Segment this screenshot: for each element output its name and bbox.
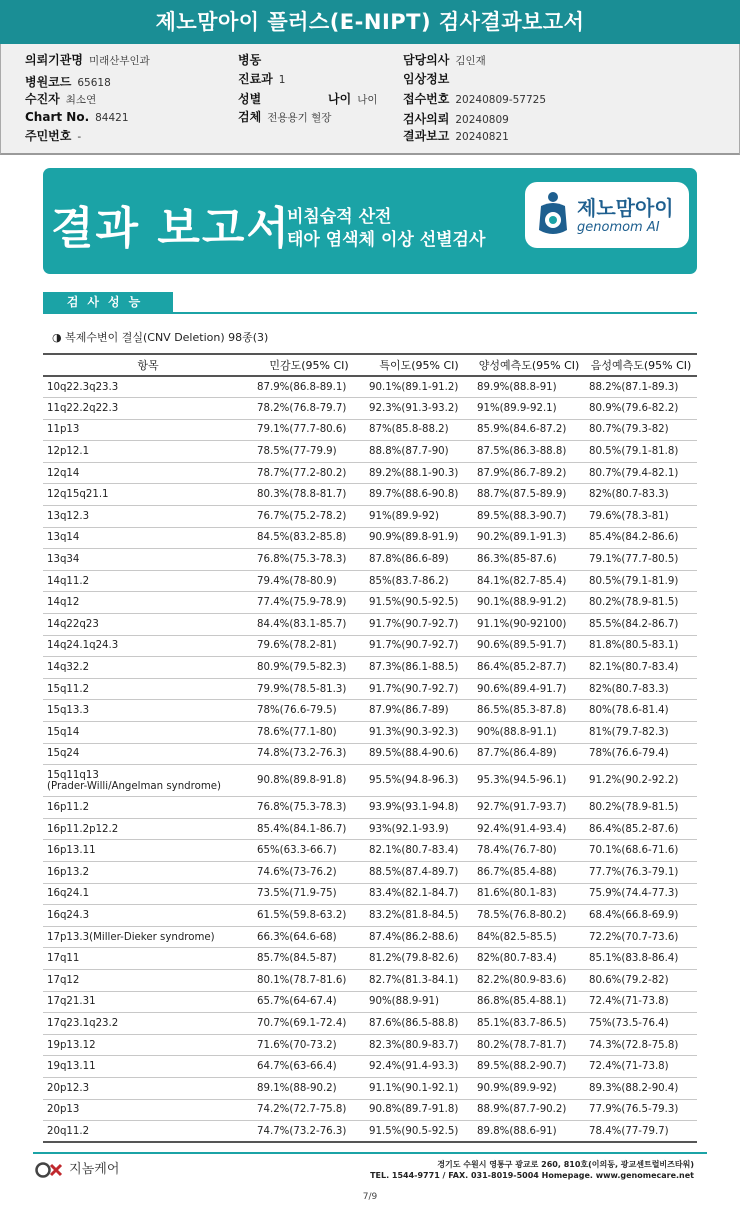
- hospital-code-field: 병원코드 65618: [25, 75, 111, 89]
- cell-value: 87.5%(86.3-88.8): [473, 441, 585, 463]
- cell-value: 95.3%(94.5-96.1): [473, 765, 585, 797]
- cell-value: 85.7%(84.5-87): [253, 948, 365, 970]
- cell-value: 76.8%(75.3-78.3): [253, 549, 365, 571]
- cell-value: 91.1%(90-92100): [473, 614, 585, 636]
- department-field: 진료과 1: [238, 72, 286, 86]
- cell-item: 13q14: [43, 527, 253, 549]
- table-row: [43, 743, 697, 765]
- ward-field: 병동: [238, 53, 262, 67]
- cell-value: 91.7%(90.7-92.7): [365, 635, 473, 657]
- cell-item: 16p13.11: [43, 840, 253, 862]
- cell-item: 17q12: [43, 969, 253, 991]
- cell-item-name: 15q11q13: [47, 769, 99, 781]
- cell-value: 78.5%(76.8-80.2): [473, 905, 585, 927]
- cell-item: 14q11.2: [43, 570, 253, 592]
- cell-item: 12p12.1: [43, 441, 253, 463]
- cell-value: 78.6%(77.1-80): [253, 722, 365, 744]
- cell-value: 88.8%(87.7-90): [365, 441, 473, 463]
- banner-title: 결과 보고서: [51, 203, 291, 254]
- table-row: [43, 1099, 697, 1121]
- cell-value: 87.7%(86.4-89): [473, 743, 585, 765]
- cell-value: 93%(92.1-93.9): [365, 818, 473, 840]
- cell-value: 85.4%(84.1-86.7): [253, 818, 365, 840]
- cell-value: 85.9%(84.6-87.2): [473, 419, 585, 441]
- resident-no-field: 주민번호 -: [25, 129, 82, 143]
- cell-value: 82.1%(80.7-83.4): [365, 840, 473, 862]
- cell-item: 13q34: [43, 549, 253, 571]
- cell-value: 74.2%(72.7-75.8): [253, 1099, 365, 1121]
- cell-value: 86.3%(85-87.6): [473, 549, 585, 571]
- cell-value: 78.4%(76.7-80): [473, 840, 585, 862]
- cell-value: 74.8%(73.2-76.3): [253, 743, 365, 765]
- table-row: [43, 722, 697, 744]
- cell-value: 91%(89.9-92.1): [473, 398, 585, 420]
- cell-item: 17q11: [43, 948, 253, 970]
- cell-value: 92.3%(91.3-93.2): [365, 398, 473, 420]
- cell-value: 80.2%(78.9-81.5): [585, 797, 697, 819]
- cell-value: 61.5%(59.8-63.2): [253, 905, 365, 927]
- cell-value: 86.4%(85.2-87.6): [585, 818, 697, 840]
- cell-value: 87.6%(86.5-88.8): [365, 1013, 473, 1035]
- cell-value: 89.9%(88.8-91): [473, 376, 585, 398]
- header-item: 항목: [43, 354, 253, 376]
- table-row: [43, 657, 697, 679]
- cell-value: 88.2%(87.1-89.3): [585, 376, 697, 398]
- table-row: [43, 549, 697, 571]
- cell-item: 17p13.3(Miller-Dieker syndrome): [43, 926, 253, 948]
- company-name: 지놈케어: [69, 1162, 120, 1177]
- table-row: [43, 991, 697, 1013]
- table-row: [43, 1013, 697, 1035]
- cell-value: 75%(73.5-76.4): [585, 1013, 697, 1035]
- institution-field: 의뢰기관명 미래산부인과: [25, 53, 150, 67]
- cell-item: 17q21.31: [43, 991, 253, 1013]
- receipt-no-field: 접수번호 20240809-57725: [403, 92, 547, 106]
- cell-item: 12q15q21.1: [43, 484, 253, 506]
- banner-subtitle-1: 비침습적 산전: [287, 207, 392, 227]
- cell-item: 13q12.3: [43, 506, 253, 528]
- cell-value: 95.5%(94.8-96.3): [365, 765, 473, 797]
- table-row: [43, 797, 697, 819]
- table-row: [43, 840, 697, 862]
- cell-value: 70.1%(68.6-71.6): [585, 840, 697, 862]
- genomecare-logo-icon: [35, 1162, 65, 1178]
- cell-item: 20p13: [43, 1099, 253, 1121]
- cell-value: 89.5%(88.3-90.7): [473, 506, 585, 528]
- header-specificity: 특이도(95% CI): [365, 354, 473, 376]
- cell-item: 11p13: [43, 419, 253, 441]
- cell-value: 71.6%(70-73.2): [253, 1034, 365, 1056]
- cell-value: 91.3%(90.3-92.3): [365, 722, 473, 744]
- cell-value: 82%(80.7-83.3): [585, 484, 697, 506]
- specimen-field: 검체 전용용기 혈장: [238, 110, 332, 124]
- cell-item: 11q22.2q22.3: [43, 398, 253, 420]
- cell-value: 87.4%(86.2-88.6): [365, 926, 473, 948]
- table-row: [43, 527, 697, 549]
- genomecare-logo: [35, 1158, 119, 1178]
- sex-field: 성별: [238, 92, 262, 106]
- cell-item: 14q12: [43, 592, 253, 614]
- header-sensitivity: 민감도(95% CI): [253, 354, 365, 376]
- cell-value: 81.6%(80.1-83): [473, 883, 585, 905]
- table-row: [43, 883, 697, 905]
- cell-value: 89.1%(88-90.2): [253, 1077, 365, 1099]
- table-row: [43, 969, 697, 991]
- cell-value: 81%(79.7-82.3): [585, 722, 697, 744]
- cell-value: 78.4%(77-79.7): [585, 1121, 697, 1143]
- table-row: [43, 462, 697, 484]
- table-row: [43, 1077, 697, 1099]
- cell-item: 16q24.3: [43, 905, 253, 927]
- cell-item: 16p11.2: [43, 797, 253, 819]
- cell-value: 83.4%(82.1-84.7): [365, 883, 473, 905]
- cell-item-note: (Prader-Willi/Angelman syndrome): [47, 780, 221, 792]
- collector-field: 수진자 최소연: [25, 92, 97, 106]
- table-row: [43, 614, 697, 636]
- cell-item: 14q32.2: [43, 657, 253, 679]
- cell-item: 16p13.2: [43, 861, 253, 883]
- cell-value: 76.8%(75.3-78.3): [253, 797, 365, 819]
- cell-item: 10q22.3q23.3: [43, 376, 253, 398]
- cell-value: 91.5%(90.5-92.5): [365, 1121, 473, 1143]
- cell-value: 90%(88.9-91): [365, 991, 473, 1013]
- cell-value: 88.7%(87.5-89.9): [473, 484, 585, 506]
- cell-item: 17q23.1q23.2: [43, 1013, 253, 1035]
- table-row: [43, 398, 697, 420]
- report-date-field: 결과보고 20240821: [403, 129, 509, 143]
- cell-item: 15q11.2: [43, 678, 253, 700]
- cell-value: 92.7%(91.7-93.7): [473, 797, 585, 819]
- cell-value: 78.7%(77.2-80.2): [253, 462, 365, 484]
- cell-value: 77.9%(76.5-79.3): [585, 1099, 697, 1121]
- cell-value: 86.7%(85.4-88): [473, 861, 585, 883]
- cell-value: 79.6%(78.3-81): [585, 506, 697, 528]
- cell-value: 82.7%(81.3-84.1): [365, 969, 473, 991]
- table-row: [43, 861, 697, 883]
- table-row: [43, 1034, 697, 1056]
- cell-value: 78.5%(77-79.9): [253, 441, 365, 463]
- cell-value: 90.1%(89.1-91.2): [365, 376, 473, 398]
- cell-item: 15q24: [43, 743, 253, 765]
- cell-item: 15q14: [43, 722, 253, 744]
- cell-value: 78%(76.6-79.5): [253, 700, 365, 722]
- cell-value: 78.2%(76.8-79.7): [253, 398, 365, 420]
- cell-value: 68.4%(66.8-69.9): [585, 905, 697, 927]
- logo-korean-text: 제노맘아이: [577, 196, 674, 220]
- cell-value: 87.8%(86.6-89): [365, 549, 473, 571]
- cnv-deletion-subheading: ◑ 복제수변이 결실(CNV Deletion) 98종(3): [52, 331, 269, 344]
- header-ppv: 양성예측도(95% CI): [473, 354, 585, 376]
- cell-value: 87.9%(86.8-89.1): [253, 376, 365, 398]
- cell-value: 87.3%(86.1-88.5): [365, 657, 473, 679]
- cell-value: 65%(63.3-66.7): [253, 840, 365, 862]
- cell-value: 89.7%(88.6-90.8): [365, 484, 473, 506]
- cell-item: [43, 765, 253, 797]
- cell-item: 20p12.3: [43, 1077, 253, 1099]
- cell-value: 84.5%(83.2-85.8): [253, 527, 365, 549]
- page-number: 7/9: [362, 1192, 378, 1202]
- cell-value: 75.9%(74.4-77.3): [585, 883, 697, 905]
- table-row: [43, 635, 697, 657]
- cell-value: 79.4%(78-80.9): [253, 570, 365, 592]
- cell-value: 70.7%(69.1-72.4): [253, 1013, 365, 1035]
- table-row: [43, 484, 697, 506]
- cell-value: 74.6%(73-76.2): [253, 861, 365, 883]
- cell-value: 89.5%(88.4-90.6): [365, 743, 473, 765]
- cell-value: 89.8%(88.6-91): [473, 1121, 585, 1143]
- cell-value: 72.4%(71-73.8): [585, 991, 697, 1013]
- cell-value: 85%(83.7-86.2): [365, 570, 473, 592]
- cell-value: 80.9%(79.5-82.3): [253, 657, 365, 679]
- cell-value: 91.2%(90.2-92.2): [585, 765, 697, 797]
- cell-value: 79.6%(78.2-81): [253, 635, 365, 657]
- table-row: [43, 765, 697, 797]
- cell-value: 86.4%(85.2-87.7): [473, 657, 585, 679]
- table-row: [43, 1121, 697, 1143]
- cell-value: 90.6%(89.4-91.7): [473, 678, 585, 700]
- cell-value: 84%(82.5-85.5): [473, 926, 585, 948]
- table-row: [43, 700, 697, 722]
- cell-value: 74.3%(72.8-75.8): [585, 1034, 697, 1056]
- cell-value: 82.1%(80.7-83.4): [585, 657, 697, 679]
- cell-value: 79.9%(78.5-81.3): [253, 678, 365, 700]
- genomom-logo: [525, 182, 689, 248]
- cell-value: 90.8%(89.7-91.8): [365, 1099, 473, 1121]
- cell-value: 85.4%(84.2-86.6): [585, 527, 697, 549]
- cell-value: 91.7%(90.7-92.7): [365, 678, 473, 700]
- cell-value: 80%(78.6-81.4): [585, 700, 697, 722]
- cell-value: 88.5%(87.4-89.7): [365, 861, 473, 883]
- cell-value: 77.7%(76.3-79.1): [585, 861, 697, 883]
- cell-value: 74.7%(73.2-76.3): [253, 1121, 365, 1143]
- cell-item: 15q13.3: [43, 700, 253, 722]
- cell-value: 80.2%(78.9-81.5): [585, 592, 697, 614]
- cell-value: 85.1%(83.8-86.4): [585, 948, 697, 970]
- cell-value: 89.2%(88.1-90.3): [365, 462, 473, 484]
- cell-value: 80.7%(79.3-82): [585, 419, 697, 441]
- cell-value: 65.7%(64-67.4): [253, 991, 365, 1013]
- cell-value: 79.1%(77.7-80.5): [585, 549, 697, 571]
- cell-value: 80.7%(79.4-82.1): [585, 462, 697, 484]
- cell-value: 80.1%(78.7-81.6): [253, 969, 365, 991]
- age-field: 나이 나이: [328, 92, 378, 106]
- cell-value: 90.1%(88.9-91.2): [473, 592, 585, 614]
- cell-value: 90.9%(89.8-91.9): [365, 527, 473, 549]
- cell-item: 19q13.11: [43, 1056, 253, 1078]
- cell-value: 81.2%(79.8-82.6): [365, 948, 473, 970]
- performance-table: [43, 353, 697, 1143]
- cell-item: 16q24.1: [43, 883, 253, 905]
- cell-value: 90.8%(89.8-91.8): [253, 765, 365, 797]
- cell-value: 80.9%(79.6-82.2): [585, 398, 697, 420]
- table-row: [43, 678, 697, 700]
- cell-value: 92.4%(91.4-93.3): [365, 1056, 473, 1078]
- company-address: 경기도 수원시 영통구 광교로 260, 810호(이의동, 광교센트럴비즈타워): [437, 1160, 694, 1169]
- logo-english-text: genomom AI: [577, 220, 660, 235]
- cell-value: 85.5%(84.2-86.7): [585, 614, 697, 636]
- cell-item: 14q24.1q24.3: [43, 635, 253, 657]
- cell-value: 79.1%(77.7-80.6): [253, 419, 365, 441]
- result-banner: [43, 168, 697, 274]
- banner-subtitle-2: 태아 염색체 이상 선별검사: [287, 230, 486, 250]
- cell-value: 84.4%(83.1-85.7): [253, 614, 365, 636]
- cell-value: 84.1%(82.7-85.4): [473, 570, 585, 592]
- cell-value: 72.4%(71-73.8): [585, 1056, 697, 1078]
- table-row: [43, 905, 697, 927]
- cell-value: 81.8%(80.5-83.1): [585, 635, 697, 657]
- cell-item: 20q11.2: [43, 1121, 253, 1143]
- genomom-logo-icon: [533, 190, 573, 240]
- cell-value: 82.2%(80.9-83.6): [473, 969, 585, 991]
- table-row: [43, 376, 697, 398]
- cell-value: 73.5%(71.9-75): [253, 883, 365, 905]
- section-divider: [43, 312, 697, 314]
- cell-value: 72.2%(70.7-73.6): [585, 926, 697, 948]
- cell-value: 86.8%(85.4-88.1): [473, 991, 585, 1013]
- table-row: [43, 948, 697, 970]
- cell-item: 16p11.2p12.2: [43, 818, 253, 840]
- cell-value: 64.7%(63-66.4): [253, 1056, 365, 1078]
- table-row: [43, 926, 697, 948]
- cell-value: 80.6%(79.2-82): [585, 969, 697, 991]
- doctor-field: 담당의사 김인재: [403, 53, 486, 67]
- cell-value: 83.2%(81.8-84.5): [365, 905, 473, 927]
- cell-value: 91.5%(90.5-92.5): [365, 592, 473, 614]
- cell-value: 78%(76.6-79.4): [585, 743, 697, 765]
- footer-divider: [33, 1152, 707, 1154]
- cell-value: 86.5%(85.3-87.8): [473, 700, 585, 722]
- request-date-field: 검사의뢰 20240809: [403, 112, 509, 126]
- cell-value: 77.4%(75.9-78.9): [253, 592, 365, 614]
- cell-value: 87.9%(86.7-89.2): [473, 462, 585, 484]
- chart-no-field: Chart No. 84421: [25, 110, 129, 124]
- section-title: 검사성능: [43, 292, 173, 312]
- cell-value: 88.9%(87.7-90.2): [473, 1099, 585, 1121]
- cell-value: 82%(80.7-83.3): [585, 678, 697, 700]
- table-row: [43, 592, 697, 614]
- report-title: 제노맘아이 플러스(E-NIPT) 검사결과보고서: [0, 0, 740, 44]
- cell-value: 89.3%(88.2-90.4): [585, 1077, 697, 1099]
- table-row: [43, 1056, 697, 1078]
- cell-item: 19p13.12: [43, 1034, 253, 1056]
- cell-value: 82.3%(80.9-83.7): [365, 1034, 473, 1056]
- cell-item: 14q22q23: [43, 614, 253, 636]
- cell-value: 87.9%(86.7-89): [365, 700, 473, 722]
- cell-value: 90.9%(89.9-92): [473, 1077, 585, 1099]
- cell-value: 91.1%(90.1-92.1): [365, 1077, 473, 1099]
- table-row: [43, 441, 697, 463]
- cell-value: 90.6%(89.5-91.7): [473, 635, 585, 657]
- cell-value: 85.1%(83.7-86.5): [473, 1013, 585, 1035]
- cell-value: 80.3%(78.8-81.7): [253, 484, 365, 506]
- table-row: [43, 419, 697, 441]
- patient-info-panel: [0, 44, 740, 155]
- cell-value: 66.3%(64.6-68): [253, 926, 365, 948]
- cell-value: 91.7%(90.7-92.7): [365, 614, 473, 636]
- clinical-info-field: 임상정보: [403, 72, 450, 86]
- table-row: [43, 506, 697, 528]
- table-row: [43, 570, 697, 592]
- cell-value: 80.2%(78.7-81.7): [473, 1034, 585, 1056]
- cell-value: 87%(85.8-88.2): [365, 419, 473, 441]
- cell-item: 12q14: [43, 462, 253, 484]
- cell-value: 82%(80.7-83.4): [473, 948, 585, 970]
- cell-value: 93.9%(93.1-94.8): [365, 797, 473, 819]
- company-contact: TEL. 1544-9771 / FAX. 031-8019-5004 Homepage. www.genomecare.net: [370, 1171, 694, 1180]
- cell-value: 80.5%(79.1-81.8): [585, 441, 697, 463]
- header-npv: 음성예측도(95% CI): [585, 354, 697, 376]
- cell-value: 91%(89.9-92): [365, 506, 473, 528]
- cell-value: 92.4%(91.4-93.4): [473, 818, 585, 840]
- cell-value: 90%(88.8-91.1): [473, 722, 585, 744]
- cell-value: 76.7%(75.2-78.2): [253, 506, 365, 528]
- cell-value: 80.5%(79.1-81.9): [585, 570, 697, 592]
- cell-value: 90.2%(89.1-91.3): [473, 527, 585, 549]
- table-row: [43, 818, 697, 840]
- cell-value: 89.5%(88.2-90.7): [473, 1056, 585, 1078]
- table-header-row: [43, 354, 697, 376]
